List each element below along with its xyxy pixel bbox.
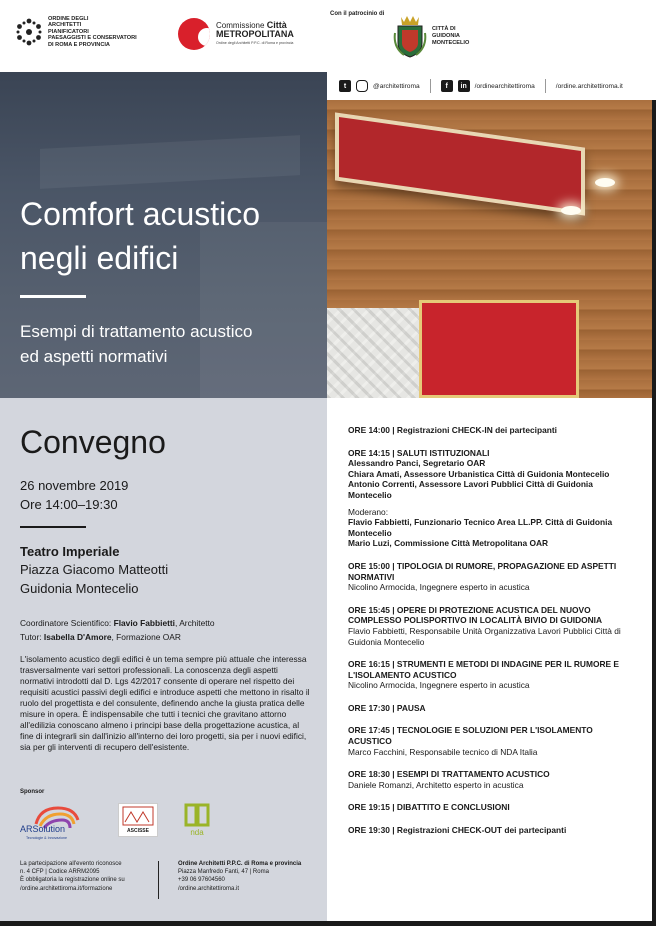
- wall-acoustic-panel: [419, 300, 579, 398]
- patronage-label: Con il patrocinio di: [330, 11, 385, 17]
- commission-logo-icon: [178, 18, 210, 50]
- ceiling-light: [561, 206, 581, 215]
- credits-info: La partecipazione all'evento riconosce n. 4 CFP | Codice ARRM2095 È obbligatoria la registrazione online su /ordine.architettiroma.it/formazione: [20, 861, 125, 892]
- footer-divider: [158, 861, 159, 899]
- commission-name: Commissione Città METROPOLITANA Ordine degli Architetti P.P.C. di Roma e provincia: [216, 19, 294, 45]
- title-divider: [20, 295, 86, 298]
- oar-emblem-icon: [16, 14, 42, 50]
- page-frame-bottom: [0, 921, 656, 926]
- venue-street: Piazza Giacomo Matteotti: [20, 562, 169, 577]
- foam-panel: [327, 308, 424, 398]
- contact-info: Ordine Architetti P.P.C. di Roma e provincia Piazza Manfredo Fanti, 47 | Roma +39 06 97604560 /ordine.architettiroma.it: [178, 861, 302, 892]
- program-item: ORE 15:45 | OPERE DI PROTEZIONE ACUSTICA DEL NUOVO COMPLESSO POLISPORTIVO IN LOCALITÀ BIVIO DI GUIDONIA Flavio Fabbietti, Responsabile Unità Organizzativa Lavori Pubblici Città di Guidonia Montecelio: [348, 604, 621, 647]
- linkedin-icon[interactable]: in: [458, 80, 470, 92]
- program-item: ORE 16:15 | STRUMENTI E METODI DI INDAGINE PER IL RUMORE E L'ISOLAMENTO ACUSTICO Nicolino Armocida, Ingegnere esperto in acustica: [348, 659, 620, 691]
- ceiling-acoustic-panel: [335, 112, 585, 215]
- sponsor-nda-name: nda: [190, 828, 204, 837]
- commission-logo-block[interactable]: [178, 18, 294, 50]
- venue-city: Guidonia Montecelio: [20, 581, 139, 596]
- twitter-icon[interactable]: t: [339, 80, 351, 92]
- venue-name: Teatro Imperiale: [20, 544, 120, 559]
- ceiling-light: [595, 178, 615, 187]
- program-item: ORE 17:30 | PAUSA: [348, 702, 426, 713]
- sponsor-arsolution-name: ARSolution: [20, 824, 66, 834]
- header: [0, 0, 656, 72]
- program-item: ORE 15:00 | TIPOLOGIA DI RUMORE, PROPAGAZIONE ED ASPETTI NORMATIVI Nicolino Armocida, Ingegnere esperto in acustica: [348, 560, 617, 593]
- social-site[interactable]: /ordine.architettiroma.it: [555, 82, 623, 90]
- event-program: [348, 425, 638, 848]
- oar-name: ORDINE DEGLI ARCHITETTI PIANIFICATORI PAESAGGISTI E CONSERVATORI DI ROMA E PROVINCIA: [48, 15, 137, 48]
- city-crest-icon: [392, 13, 428, 59]
- social-page[interactable]: /ordinearchitettiroma: [474, 82, 535, 90]
- event-time: Ore 14:00–19:30: [20, 497, 118, 512]
- coordinator: Coordinatore Scientifico: Flavio Fabbietti, Architetto: [20, 618, 215, 628]
- sponsor-ascisse-name: ASCISSE: [127, 828, 149, 834]
- page-frame-right: [652, 100, 656, 926]
- instagram-icon[interactable]: [356, 80, 368, 92]
- event-subtitle: Esempi di trattamento acustico ed aspetti normativi: [20, 322, 253, 366]
- event-title: Comfort acustico negli edifici: [20, 196, 261, 276]
- divider: [430, 79, 431, 93]
- social-bar: [327, 72, 656, 100]
- event-type: Convegno: [20, 424, 166, 460]
- tutor: Tutor: Isabella D'Amore, Formazione OAR: [20, 632, 181, 642]
- oar-logo-block[interactable]: [16, 14, 173, 50]
- program-item: ORE 18:30 | ESEMPI DI TRATTAMENTO ACUSTICO Daniele Romanzi, Architetto esperto in acustica: [348, 769, 550, 790]
- sponsor-label: Sponsor: [20, 789, 45, 795]
- acoustic-room-photo: [327, 100, 656, 398]
- event-description: L'isolamento acustico degli edifici è un tema sempre più attuale che interessa trasversalmente vari settori professionali. La conoscenza degli aspetti normativi introdotti dal D. Lgs 42/2017 consente di operare nel rispetto dei requisiti acustici passivi degli edifici e introduce aspetti che mettono in risalto il ruolo del progettista e del consulente, definendo anche la giusta pratica delle misure in opera. È indispensabile che tutti i tecnici che gravitano attorno all'edilizia conoscano almeno i principi base della progettazione acustica, al fine di integrarli sin dall'inizio all'interno dei loro progetti, sia per i nuovi edifici, sia per gli interventi di recupero dell'esistente.: [20, 654, 310, 752]
- program-item: ORE 14:00 | Registrazioni CHECK-IN dei partecipanti: [348, 425, 557, 435]
- hero-background-shape: [40, 135, 300, 189]
- event-date: 26 novembre 2019: [20, 478, 129, 493]
- facebook-icon[interactable]: f: [441, 80, 453, 92]
- sponsor-ascisse-logo[interactable]: [118, 803, 158, 837]
- program-item: ORE 17:45 | TECNOLOGIE E SOLUZIONI PER L'ISOLAMENTO ACUSTICO Marco Facchini, Responsabile tecnico di NDA Italia: [348, 725, 593, 757]
- info-divider: [20, 526, 86, 528]
- organizers: [20, 616, 320, 644]
- divider: [545, 79, 546, 93]
- program-item: ORE 14:15 | SALUTI ISTITUZIONALI Alessandro Panci, Segretario OAR Chiara Amati, Assessore Urbanistica Città di Guidonia Montecelio Antonio Correnti, Assessore Lavori Pubblici Città di Guidonia Montecelio Moderano: Flavio Fabbietti, Funzionario Tecnico Area LL.PP. Città di Guidonia Montecelio Mario Luzi, Commissione Città Metropolitana OAR: [348, 447, 613, 549]
- sponsor-arsolution-logo[interactable]: [18, 802, 94, 842]
- social-handle[interactable]: @architettiroma: [373, 82, 420, 90]
- sponsor-nda-logo[interactable]: [184, 803, 212, 837]
- program-item: ORE 19:30 | Registrazioni CHECK-OUT dei partecipanti: [348, 825, 567, 836]
- city-name: CITTÀ DI GUIDONIA MONTECELIO: [432, 26, 470, 46]
- hero-title-panel: [0, 72, 327, 398]
- program-item: ORE 19:15 | DIBATTITO E CONCLUSIONI: [348, 802, 510, 813]
- sponsor-arsolution-tagline: Tecnologie & Innovazione: [26, 836, 67, 840]
